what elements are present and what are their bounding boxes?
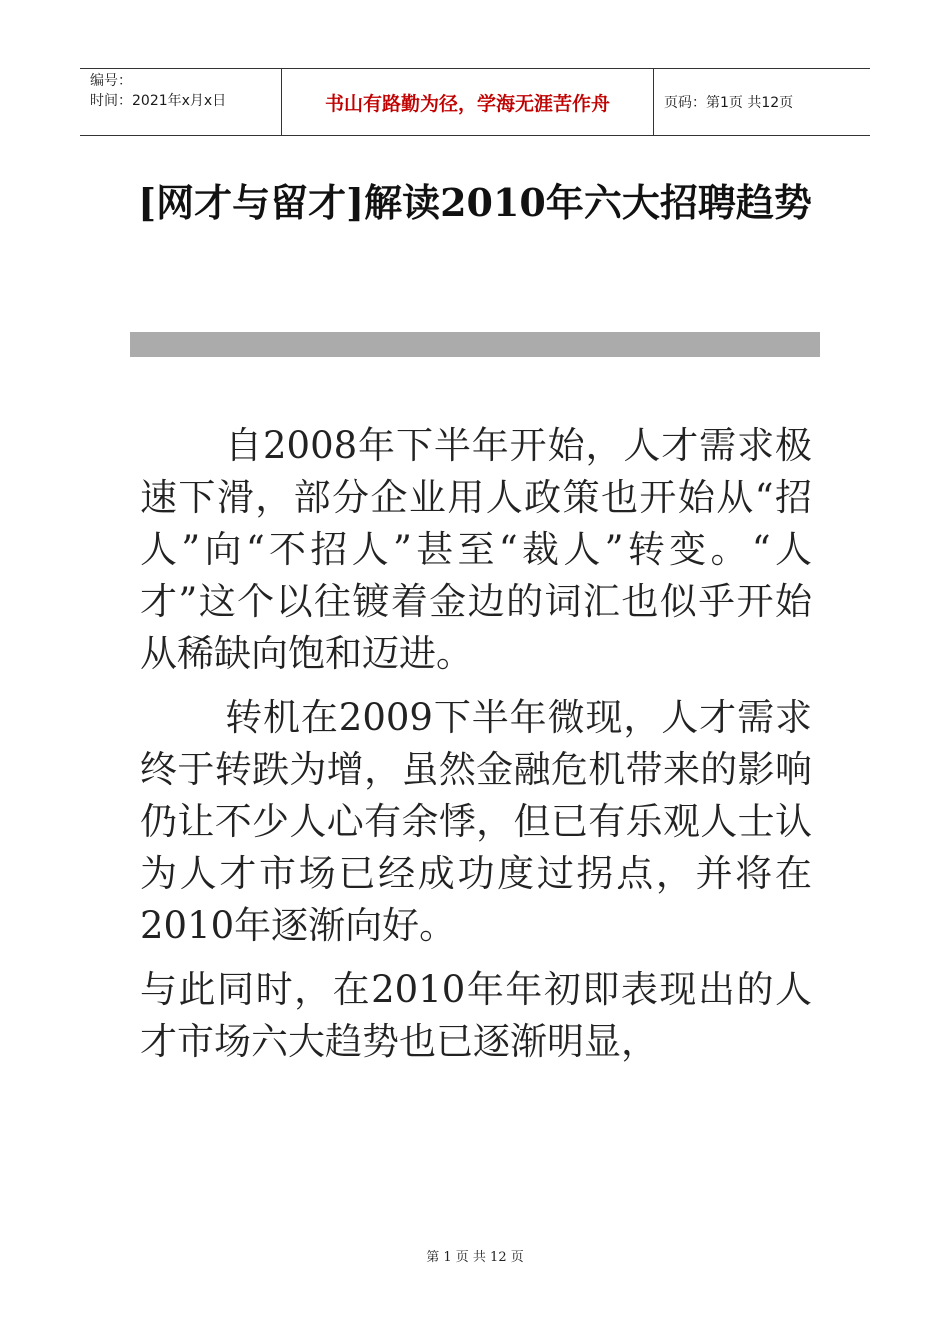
paragraph-3: 与此同时，在2010年年初即表现出的人才市场六大趋势也已逐渐明显， bbox=[140, 968, 812, 1063]
page-info-text: 页码：第1页 共12页 bbox=[664, 95, 794, 111]
document-title: [网才与留才]解读2010年六大招聘趋势 bbox=[138, 180, 812, 225]
header-page-info bbox=[654, 69, 870, 135]
page-footer: 第 1 页 共 12 页 bbox=[426, 1250, 524, 1265]
title-divider-bar bbox=[130, 332, 820, 357]
paragraph-1: 自2008年下半年开始，人才需求极速下滑，部分企业用人政策也开始从“招人”向“不招人”甚至“裁人”转变。“人才”这个以往镀着金边的词汇也似乎开始从稀缺向饱和迈进。 bbox=[140, 424, 812, 675]
motto-text: 书山有路勤为径，学海无涯苦作舟 bbox=[324, 92, 610, 115]
document-body bbox=[140, 420, 812, 1080]
document-header bbox=[80, 68, 870, 136]
paragraph-2: 转机在2009下半年微现，人才需求终于转跌为增，虽然金融危机带来的影响仍让不少人心有余悸，但已有乐观人士认为人才市场已经成功度过拐点，并将在2010年逐渐向好。 bbox=[140, 696, 812, 947]
time-label: 时间：2021年x月x日 bbox=[90, 93, 227, 109]
header-meta bbox=[80, 69, 282, 135]
header-motto bbox=[282, 69, 654, 135]
number-label: 编号： bbox=[90, 73, 132, 89]
